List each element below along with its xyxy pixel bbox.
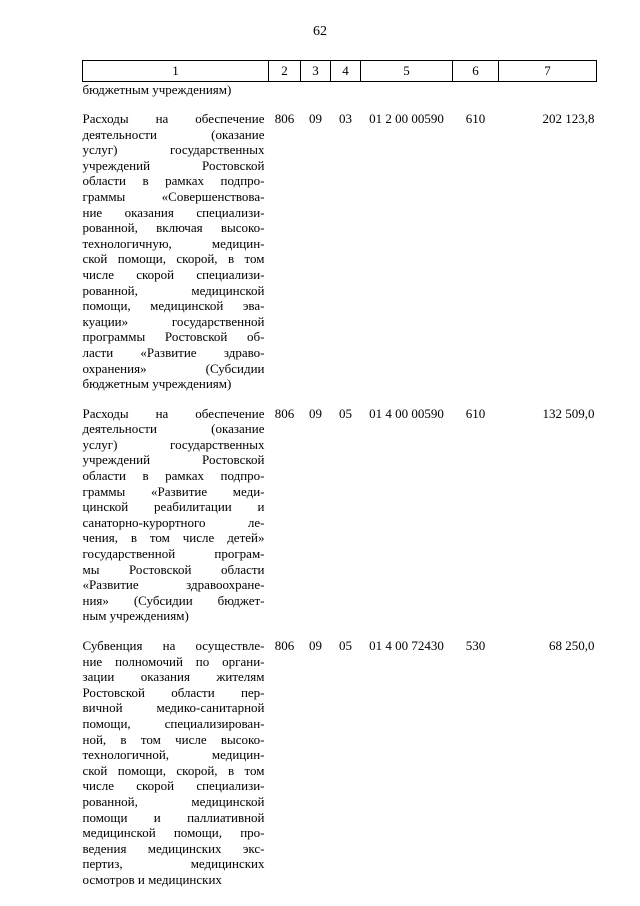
row-col-6: 610 xyxy=(465,111,486,126)
description-line: охранения» (Субсидии xyxy=(82,360,265,376)
description-line: помощи, специализирован- xyxy=(82,715,265,731)
row-col-6: 530 xyxy=(465,638,486,653)
description-line: ным учреждениям) xyxy=(82,608,189,624)
description-line: числе скорой специализи- xyxy=(82,778,265,794)
description-line: бюджетным учреждениям) xyxy=(82,376,232,392)
row-col-5: 01 2 00 00590 xyxy=(369,111,444,126)
description-line: помощи и паллиативной xyxy=(82,809,265,825)
description-line: рованной, медицинской xyxy=(82,793,265,809)
row-col-2: 806 xyxy=(274,638,295,653)
description-line: чения, в том числе детей» xyxy=(82,530,265,546)
row-col-5: 01 4 00 00590 xyxy=(369,405,444,421)
description-line: зации оказания жителям xyxy=(82,669,265,685)
description-line: ния» (Субсидии бюджет- xyxy=(82,592,265,608)
header-col-3: 3 xyxy=(301,61,331,82)
row-description xyxy=(83,111,269,392)
description-line: санаторно-курортного ле- xyxy=(82,514,265,530)
description-line: ведения медицинских экс- xyxy=(82,840,265,856)
description-line: цинской реабилитации и xyxy=(82,499,265,515)
description-line: медицинской помощи, про- xyxy=(82,825,265,841)
description-line: государственной програм- xyxy=(82,546,265,562)
row-amount: 68 250,0 xyxy=(549,638,595,653)
description-line: «Развитие здравоохране- xyxy=(82,577,265,593)
row-amount: 132 509,0 xyxy=(542,405,595,421)
description-line: ние оказания специализи- xyxy=(82,204,265,220)
description-line: мы Ростовской области xyxy=(82,561,265,577)
table-row xyxy=(83,638,597,888)
description-line: ние полномочий по органи- xyxy=(82,653,265,669)
row-col-3: 09 xyxy=(309,638,322,653)
description-line: технологичной, медицин- xyxy=(82,747,265,763)
description-line: осмотров и медицинских xyxy=(82,871,222,887)
budget-table xyxy=(82,60,597,888)
description-line: ной, в том числе высоко- xyxy=(82,731,265,747)
description-line: граммы «Совершенствова- xyxy=(82,188,265,204)
description-line: деятельности (оказание xyxy=(82,126,265,142)
description-line: вичной медико-санитарной xyxy=(82,700,265,716)
description-line: услуг) государственных xyxy=(82,142,265,158)
page-number: 62 xyxy=(313,24,327,39)
description-line: технологичную, медицин- xyxy=(82,235,265,251)
description-line: числе скорой специализи- xyxy=(82,266,265,282)
header-col-5: 5 xyxy=(361,61,453,82)
description-line: Субвенция на осуществле- xyxy=(82,638,265,653)
description-line: услуг) государственных xyxy=(82,436,265,452)
row-amount: 202 123,8 xyxy=(542,111,595,126)
description-line: помощи, медицинской эва- xyxy=(82,298,265,314)
row-col-2: 806 xyxy=(274,405,295,421)
description-line: рованной, включая высоко- xyxy=(82,220,265,236)
description-line: куации» государственной xyxy=(82,313,265,329)
row-col-5: 01 4 00 72430 xyxy=(369,638,444,653)
header-col-7: 7 xyxy=(499,61,597,82)
row-col-4: 05 xyxy=(339,638,352,653)
description-line: деятельности (оказание xyxy=(82,421,265,437)
row-description xyxy=(83,638,269,888)
table-row xyxy=(83,111,597,392)
description-line: пертиз, медицинских xyxy=(82,856,265,872)
description-line: ской помощи, скорой, в том xyxy=(82,762,265,778)
description-line: Ростовской области пер- xyxy=(82,684,265,700)
row-col-6: 610 xyxy=(465,405,486,421)
table-row xyxy=(83,406,597,624)
header-col-2: 2 xyxy=(269,61,301,82)
row-col-4: 05 xyxy=(339,405,352,421)
description-line: граммы «Развитие меди- xyxy=(82,483,265,499)
header-col-4: 4 xyxy=(331,61,361,82)
description-line: ласти «Развитие здраво- xyxy=(82,344,265,360)
row-description xyxy=(83,406,269,624)
continuation-text: бюджетным учреждениям) xyxy=(82,82,232,97)
header-col-1: 1 xyxy=(83,61,269,82)
row-col-4: 03 xyxy=(339,111,352,126)
description-line: Расходы на обеспечение xyxy=(82,111,265,126)
description-line: учреждений Ростовской xyxy=(82,157,265,173)
continuation-row xyxy=(83,82,597,98)
description-line: области в рамках подпро- xyxy=(82,468,265,484)
description-line: Расходы на обеспечение xyxy=(82,405,265,421)
description-line: программы Ростовской об- xyxy=(82,329,265,345)
description-line: рованной, медицинской xyxy=(82,282,265,298)
row-col-2: 806 xyxy=(274,111,295,126)
description-line: ской помощи, скорой, в том xyxy=(82,251,265,267)
description-line: учреждений Ростовской xyxy=(82,452,265,468)
row-col-3: 09 xyxy=(309,405,322,421)
row-col-3: 09 xyxy=(309,111,322,126)
table-header-row xyxy=(83,61,597,82)
header-col-6: 6 xyxy=(453,61,499,82)
description-line: области в рамках подпро- xyxy=(82,173,265,189)
